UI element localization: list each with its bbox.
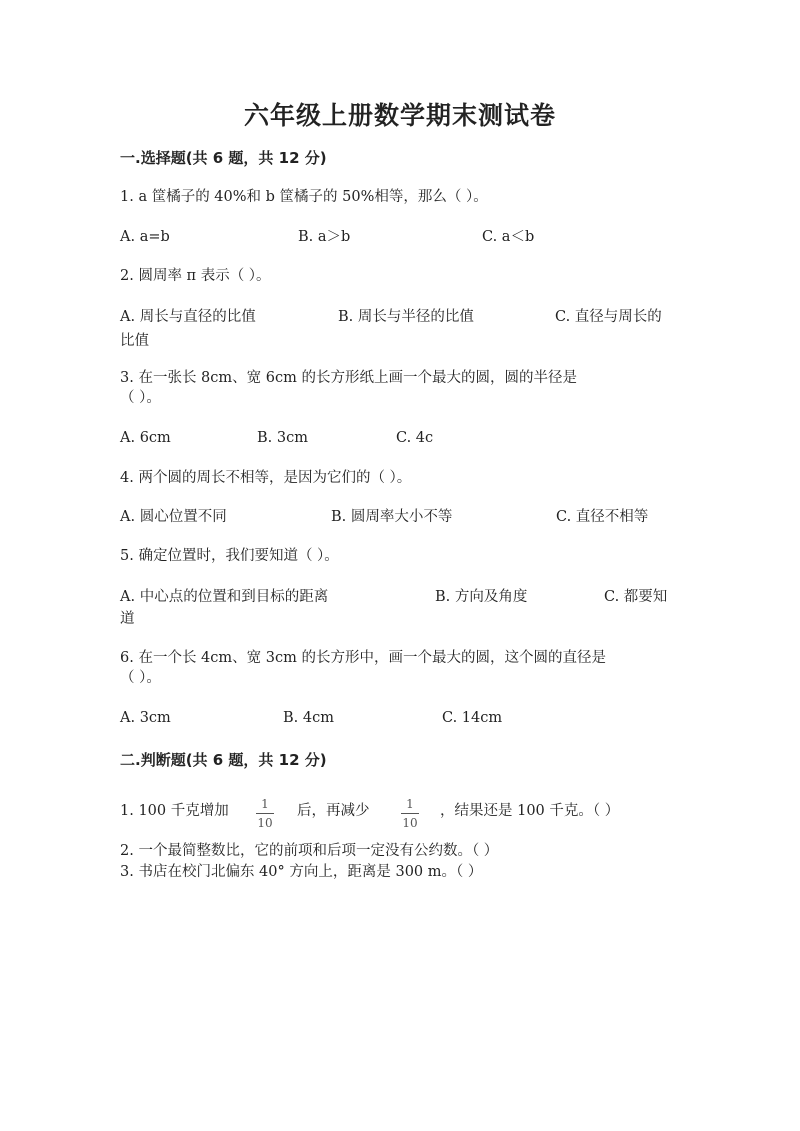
- fraction-bar: [256, 813, 274, 814]
- fraction-one-tenth: [254, 796, 276, 831]
- fraction-numerator: 1: [261, 797, 269, 811]
- tf-question-1-part3: ，结果还是 100 千克。（ ）: [440, 803, 620, 819]
- fraction-numerator: 1: [406, 797, 414, 811]
- question-3-option-b: B. 3cm: [257, 430, 308, 446]
- question-6-option-a: A. 3cm: [120, 710, 171, 726]
- question-3-option-a: A. 6cm: [120, 430, 171, 446]
- question-3-text-wrap: （ ）。: [120, 390, 161, 406]
- question-5-text: 5. 确定位置时，我们要知道（ ）。: [120, 548, 339, 564]
- question-1-text: 1. a 筐橘子的 40%和 b 筐橘子的 50%相等，那么（ ）。: [120, 189, 488, 205]
- question-4-option-c: C. 直径不相等: [556, 509, 649, 525]
- section-heading-multiple-choice: 一.选择题(共 6 题，共 12 分): [120, 149, 327, 167]
- question-3-text: 3. 在一张长 8cm、宽 6cm 的长方形纸上画一个最大的圆，圆的半径是: [120, 370, 577, 386]
- question-6-text-wrap: （ ）。: [120, 670, 161, 686]
- question-2-option-wrap: 比值: [120, 333, 149, 349]
- question-4-text: 4. 两个圆的周长不相等，是因为它们的（ ）。: [120, 470, 412, 486]
- tf-question-1-part2: 后，再减少: [297, 803, 370, 819]
- question-6-option-b: B. 4cm: [283, 710, 334, 726]
- question-5-option-wrap: 道: [120, 611, 135, 627]
- tf-question-1-part1: 1. 100 千克增加: [120, 803, 229, 819]
- fraction-one-tenth-2: [399, 796, 421, 831]
- tf-question-3-text: 3. 书店在校门北偏东 40° 方向上，距离是 300 m。（ ）: [120, 864, 483, 880]
- tf-question-2-text: 2. 一个最简整数比，它的前项和后项一定没有公约数。（ ）: [120, 843, 499, 859]
- page-title: 六年级上册数学期末测试卷: [243, 101, 556, 130]
- question-1-option-c: C. a＜b: [482, 229, 535, 245]
- fraction-denominator: 10: [257, 816, 273, 830]
- question-6-text: 6. 在一个长 4cm、宽 3cm 的长方形中，画一个最大的圆，这个圆的直径是: [120, 650, 606, 666]
- question-2-option-a: A. 周长与直径的比值: [120, 309, 256, 325]
- question-2-option-c: C. 直径与周长的: [555, 309, 662, 325]
- question-3-option-c: C. 4c: [396, 430, 434, 446]
- section-heading-true-false: 二.判断题(共 6 题，共 12 分): [120, 751, 327, 769]
- question-1-option-b: B. a＞b: [298, 229, 351, 245]
- question-2-option-b: B. 周长与半径的比值: [338, 309, 474, 325]
- question-1-option-a: A. a=b: [120, 229, 170, 245]
- question-6-option-c: C. 14cm: [442, 710, 503, 726]
- question-5-option-c: C. 都要知: [604, 589, 668, 605]
- question-4-option-a: A. 圆心位置不同: [120, 509, 227, 525]
- question-4-option-b: B. 圆周率大小不等: [331, 509, 453, 525]
- fraction-bar: [401, 813, 419, 814]
- question-5-option-a: A. 中心点的位置和到目标的距离: [120, 589, 329, 605]
- question-5-option-b: B. 方向及角度: [435, 589, 528, 605]
- fraction-denominator: 10: [402, 816, 418, 830]
- question-2-text: 2. 圆周率 π 表示（ ）。: [120, 268, 271, 284]
